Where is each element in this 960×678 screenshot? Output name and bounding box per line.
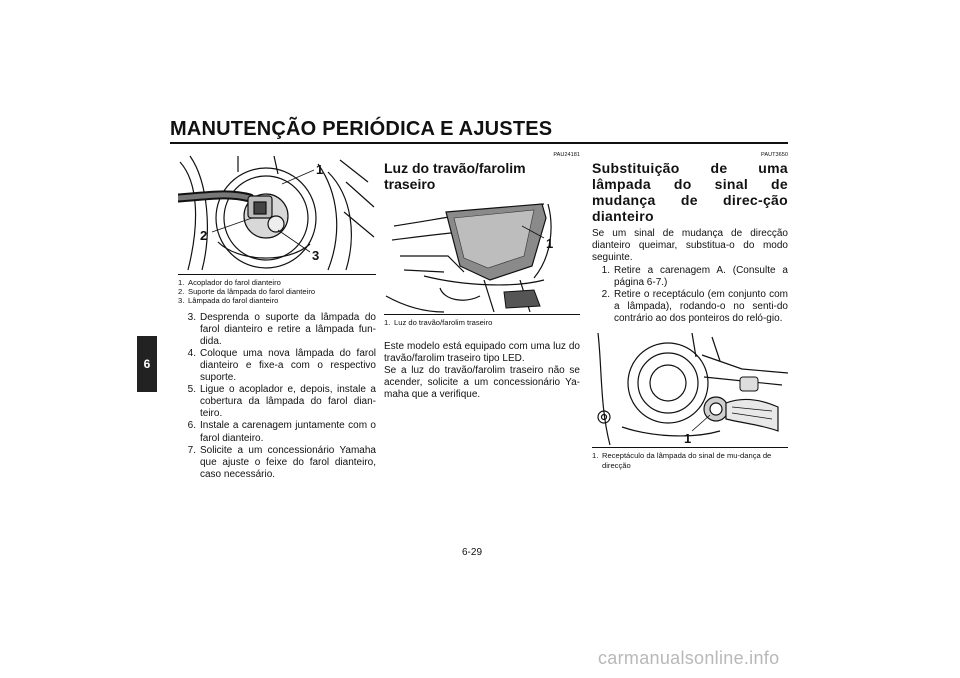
page-number: 6-29 — [462, 547, 483, 558]
step-item: 3. Desprenda o suporte da lâmpada do farol dianteiro e retire a lâmpada fun-dida. — [187, 311, 376, 347]
tail-light-figure — [384, 196, 580, 315]
headlight-label-2: 2 — [200, 228, 208, 243]
section-heading: Luz do travão/farolim traseiro — [384, 160, 526, 192]
section-code: PAU24181 — [553, 152, 580, 158]
chapter-tab: 6 — [137, 336, 157, 392]
step-item: 5. Ligue o acoplador e, depois, instale a cobertura da lâmpada do farol dian-teiro. — [187, 384, 376, 420]
headlight-steps — [178, 312, 376, 481]
headlight-illustration — [178, 152, 376, 274]
turn-signal-caption — [592, 451, 788, 469]
step-item: 2. Retire o receptáculo (em conjunto com a lâmpada), rodando-o no senti-do contrário ao dos ponteiros do reló-gio. — [601, 289, 788, 325]
step-item: 1. Retire a carenagem A. (Consulte a página 6-7.) — [601, 265, 788, 289]
turn-signal-label-1: 1 — [684, 431, 692, 447]
caption-line: 3. Lâmpada do farol dianteiro — [178, 296, 279, 306]
section-heading: Substituição de uma lâmpada do sinal de mudança de direc-ção dianteiro — [592, 160, 788, 224]
headlight-label-1: 1 — [316, 162, 324, 177]
watermark-link[interactable]: carmanualsonline.info — [598, 648, 780, 668]
turn-signal-intro: Se um sinal de mudança de direcção dianteiro queimar, substitua-o do modo seguinte. — [592, 228, 788, 263]
turn-signal-figure — [592, 327, 788, 448]
title-rule — [170, 142, 788, 144]
tail-light-caption — [384, 318, 580, 327]
column-tail-light — [384, 152, 580, 401]
turn-signal-steps — [592, 265, 788, 325]
tail-light-label-1: 1 — [546, 236, 554, 251]
tail-light-paragraph: Se a luz do travão/farolim traseiro não se acender, solicite a um concessionário Ya-maha que a verifique. — [384, 365, 580, 401]
column-turn-signal — [592, 152, 788, 470]
caption-line: 1. Luz do travão/farolim traseiro — [384, 318, 493, 327]
tail-light-illustration — [384, 196, 580, 314]
headlight-figure — [178, 152, 376, 275]
headlight-caption — [178, 278, 376, 306]
step-item: 7. Solicite a um concessionário Yamaha que ajuste o feixe do farol dianteiro, caso necessário. — [187, 444, 376, 480]
caption-line: 1. Acoplador do farol dianteiro — [178, 278, 281, 287]
caption-line: 1. Receptáculo da lâmpada do sinal de mu-dança de direcção — [592, 451, 772, 470]
caption-line: 2. Suporte da lâmpada do farol dianteiro — [178, 287, 316, 297]
column-headlight — [178, 152, 376, 481]
page-title: MANUTENÇÃO PERIÓDICA E AJUSTES — [170, 118, 553, 140]
turn-signal-illustration — [592, 327, 788, 447]
headlight-label-3: 3 — [312, 248, 320, 263]
step-item: 4. Coloque uma nova lâmpada do farol dianteiro e fixe-a com o respectivo suporte. — [187, 347, 376, 384]
tail-light-paragraph: Este modelo está equipado com uma luz do travão/farolim traseiro tipo LED. — [384, 341, 580, 365]
section-code: PAUT3650 — [761, 152, 788, 158]
step-item: 6. Instale a carenagem juntamente com o farol dianteiro. — [187, 420, 376, 444]
